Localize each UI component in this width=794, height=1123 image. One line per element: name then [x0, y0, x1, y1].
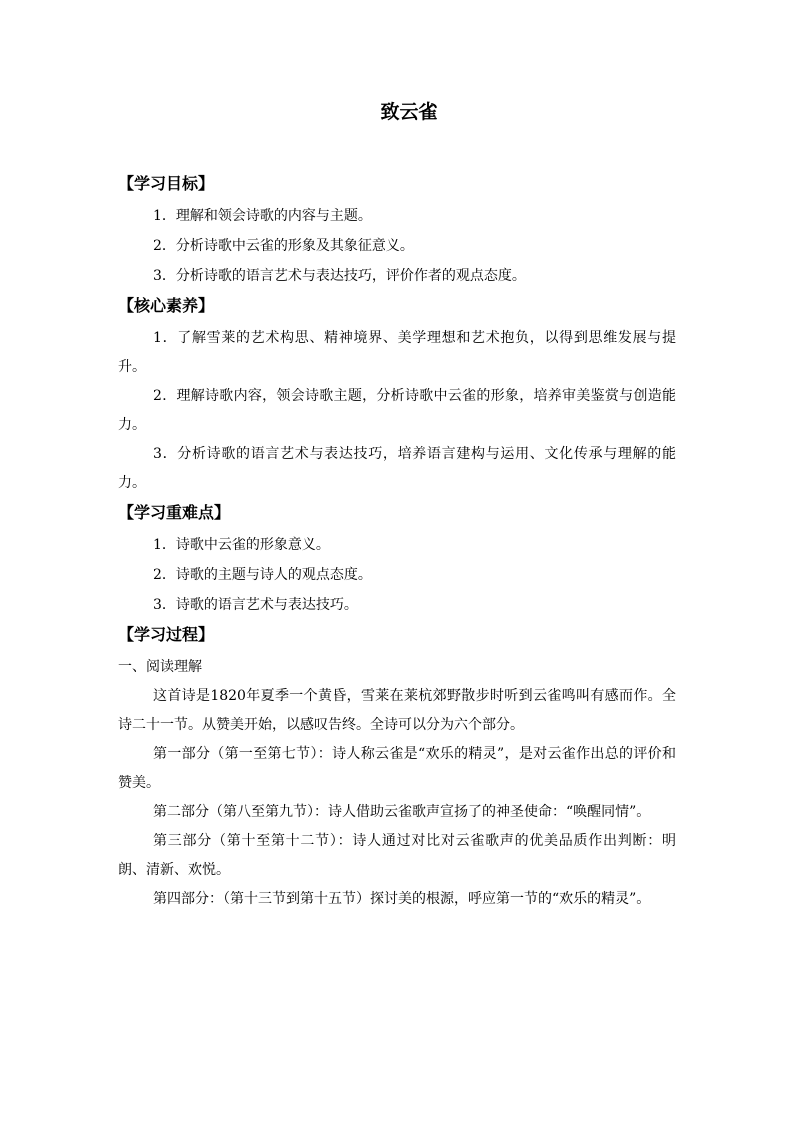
list-item: 3．诗歌的语言艺术与表达技巧。	[153, 597, 358, 613]
document-page	[118, 95, 676, 914]
list-item: 2．诗歌的主题与诗人的观点态度。	[153, 567, 372, 583]
paragraph: 第四部分：（第十三节到第十五节）探讨美的根源，呼应第一节的“欢乐的精灵”。	[153, 891, 651, 907]
paragraph: 第二部分（第八至第九节）：诗人借助云雀歌声宣扬了的神圣使命：“唤醒同情”。	[153, 804, 651, 820]
section-heading-difficulties: 【学习重难点】	[118, 503, 231, 522]
objectives-list	[118, 201, 676, 291]
section-heading-objectives: 【学习目标】	[118, 174, 215, 193]
list-item: 1．理解和领会诗歌的内容与主题。	[153, 208, 372, 224]
paragraph: 第一部分（第一至第七节）：诗人称云雀是“欢乐的精灵”，是对云雀作出总的评价和赞美。	[118, 746, 676, 791]
paragraph: 1．了解雪莱的艺术构思、精神境界、美学理想和艺术抱负，以得到思维发展与提升。	[118, 330, 676, 375]
difficulties-list	[118, 530, 676, 620]
document-title: 致云雀	[380, 101, 438, 123]
paragraph: 2．理解诗歌内容，领会诗歌主题，分析诗歌中云雀的形象，培养审美鉴赏与创造能力。	[118, 388, 676, 433]
subheading-reading: 一、阅读理解	[118, 659, 202, 675]
paragraph: 3．分析诗歌的语言艺术与表达技巧，培养语言建构与运用、文化传承与理解的能力。	[118, 446, 676, 491]
list-item: 2．分析诗歌中云雀的形象及其象征意义。	[153, 238, 414, 254]
section-heading-process: 【学习过程】	[118, 625, 215, 644]
paragraph: 这首诗是1820年夏季一个黄昏，雪莱在莱杭郊野散步时听到云雀鸣叫有感而作。全诗二十一节。从赞美开始，以感叹告终。全诗可以分为六个部分。	[118, 688, 676, 733]
list-item: 3．分析诗歌的语言艺术与表达技巧，评价作者的观点态度。	[153, 268, 526, 284]
paragraph: 第三部分（第十至第十二节）：诗人通过对比对云雀歌声的优美品质作出判断：明朗、清新、欢悦。	[118, 833, 676, 878]
section-heading-literacy: 【核心素养】	[118, 296, 215, 315]
list-item: 1．诗歌中云雀的形象意义。	[153, 537, 330, 553]
literacy-paragraphs	[118, 324, 676, 498]
process-paragraphs	[118, 682, 676, 914]
